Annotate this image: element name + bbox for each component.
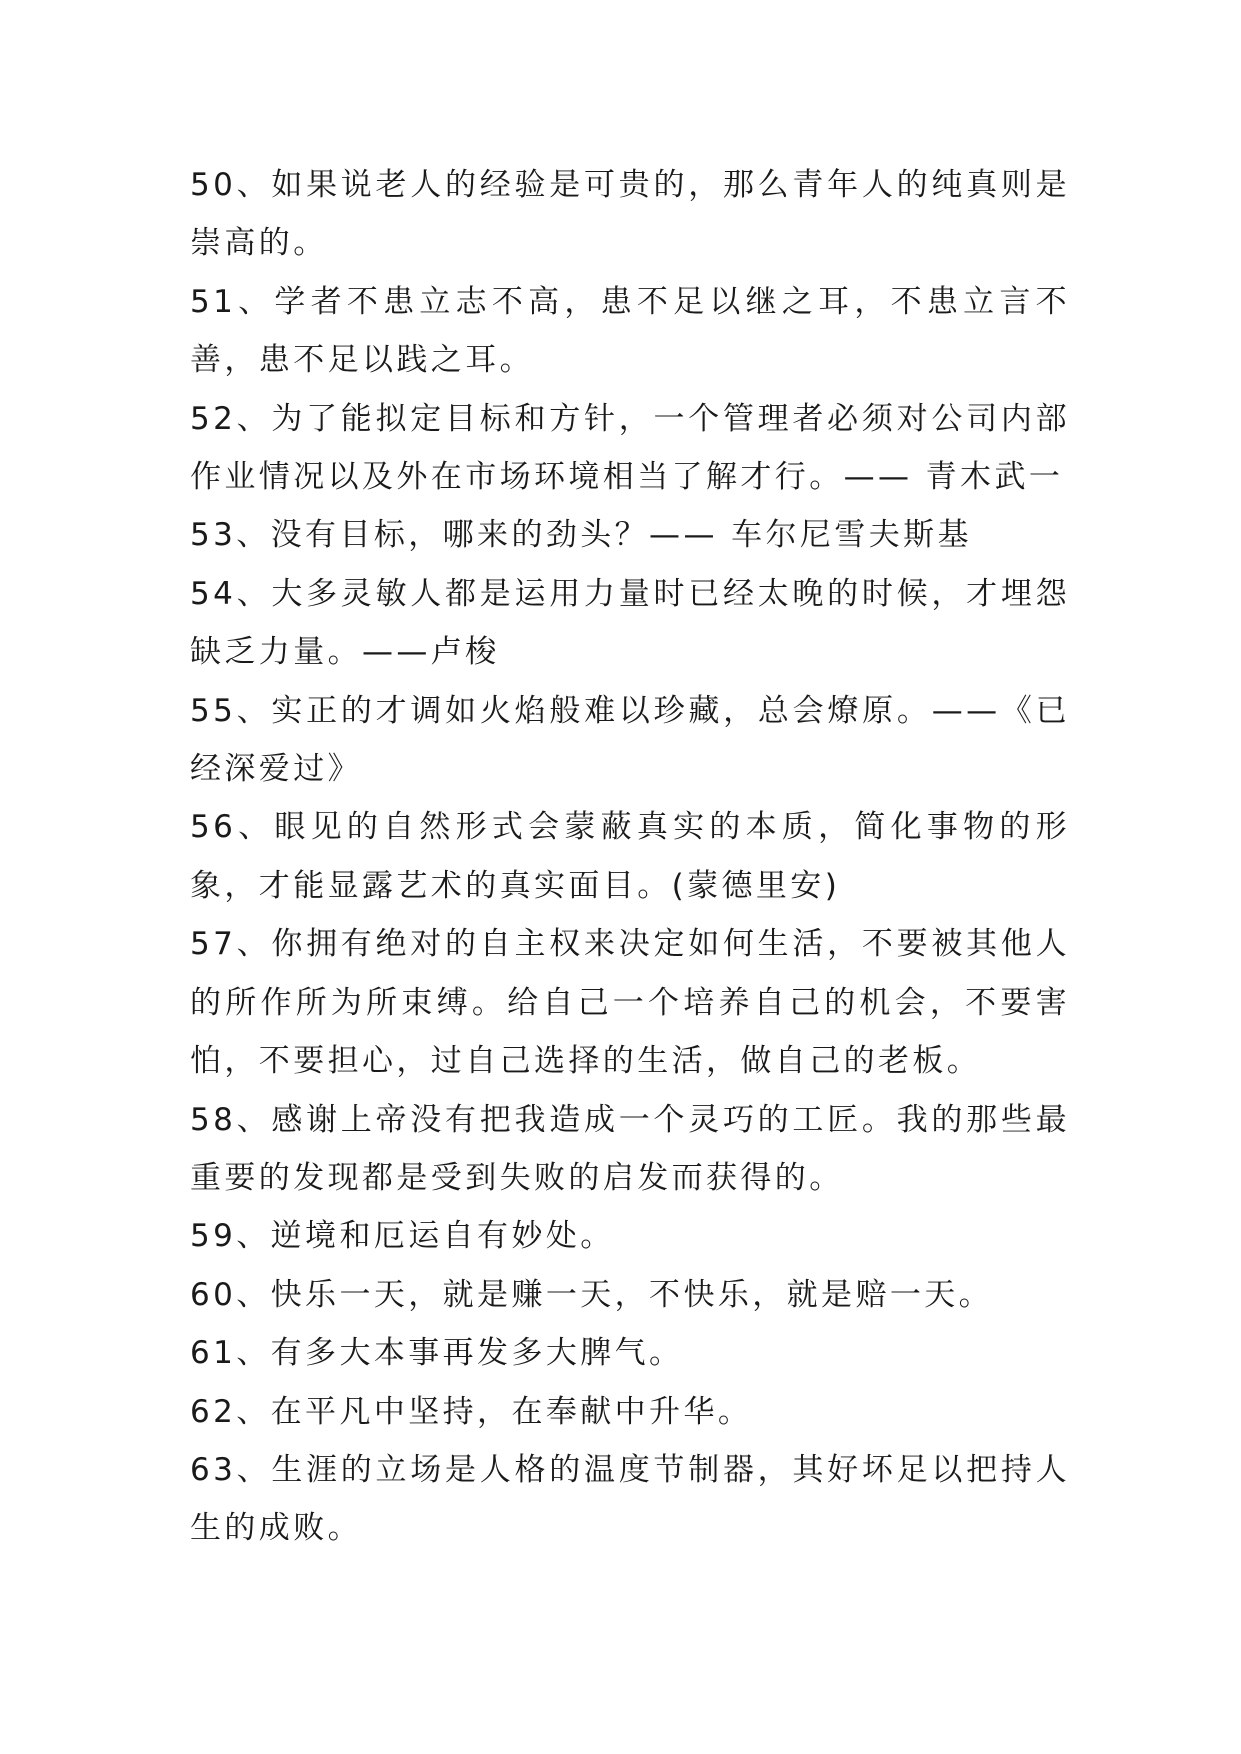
quote-entry-58: 58、感谢上帝没有把我造成一个灵巧的工匠。我的那些最重要的发现都是受到失败的启发而获得的。: [190, 1101, 1070, 1196]
quote-entry-53: 53、没有目标，哪来的劲头？—— 车尔尼雪夫斯基: [190, 517, 972, 554]
quote-entry-51: 51、学者不患立志不高，患不足以继之耳，不患立言不善，患不足以践之耳。: [190, 283, 1070, 379]
quote-entry-52: 52、为了能拟定目标和方针，一个管理者必须对公司内部作业情况以及外在市场环境相当了解才行。—— 青木武一: [190, 400, 1070, 496]
quote-entry-56: 56、眼见的自然形式会蒙蔽真实的本质，简化事物的形象，才能显露艺术的真实面目。(蒙德里安): [190, 809, 1070, 904]
quote-entry-54: 54、大多灵敏人都是运用力量时已经太晚的时候，才埋怨缺乏力量。——卢梭: [190, 575, 1070, 671]
quote-entry-50: 50、如果说老人的经验是可贵的，那么青年人的纯真则是崇高的。: [190, 167, 1070, 262]
quote-entry-55: 55、实正的才调如火焰般难以珍藏，总会燎原。——《已经深爱过》: [190, 692, 1070, 788]
quote-list: [190, 156, 1070, 1558]
quote-entry-57: 57、你拥有绝对的自主权来决定如何生活，不要被其他人的所作所为所束缚。给自己一个培养自己的机会，不要害怕，不要担心，过自己选择的生活，做自己的老板。: [190, 926, 1070, 1080]
quote-entry-62: 62、在平凡中坚持，在奉献中升华。: [190, 1393, 753, 1430]
quote-entry-61: 61、有多大本事再发多大脾气。: [190, 1335, 684, 1372]
quote-entry-59: 59、逆境和厄运自有妙处。: [190, 1218, 615, 1255]
quote-entry-60: 60、快乐一天，就是赚一天，不快乐，就是赔一天。: [190, 1276, 994, 1313]
quote-entry-63: 63、生涯的立场是人格的温度节制器，其好坏足以把持人生的成败。: [190, 1451, 1070, 1547]
